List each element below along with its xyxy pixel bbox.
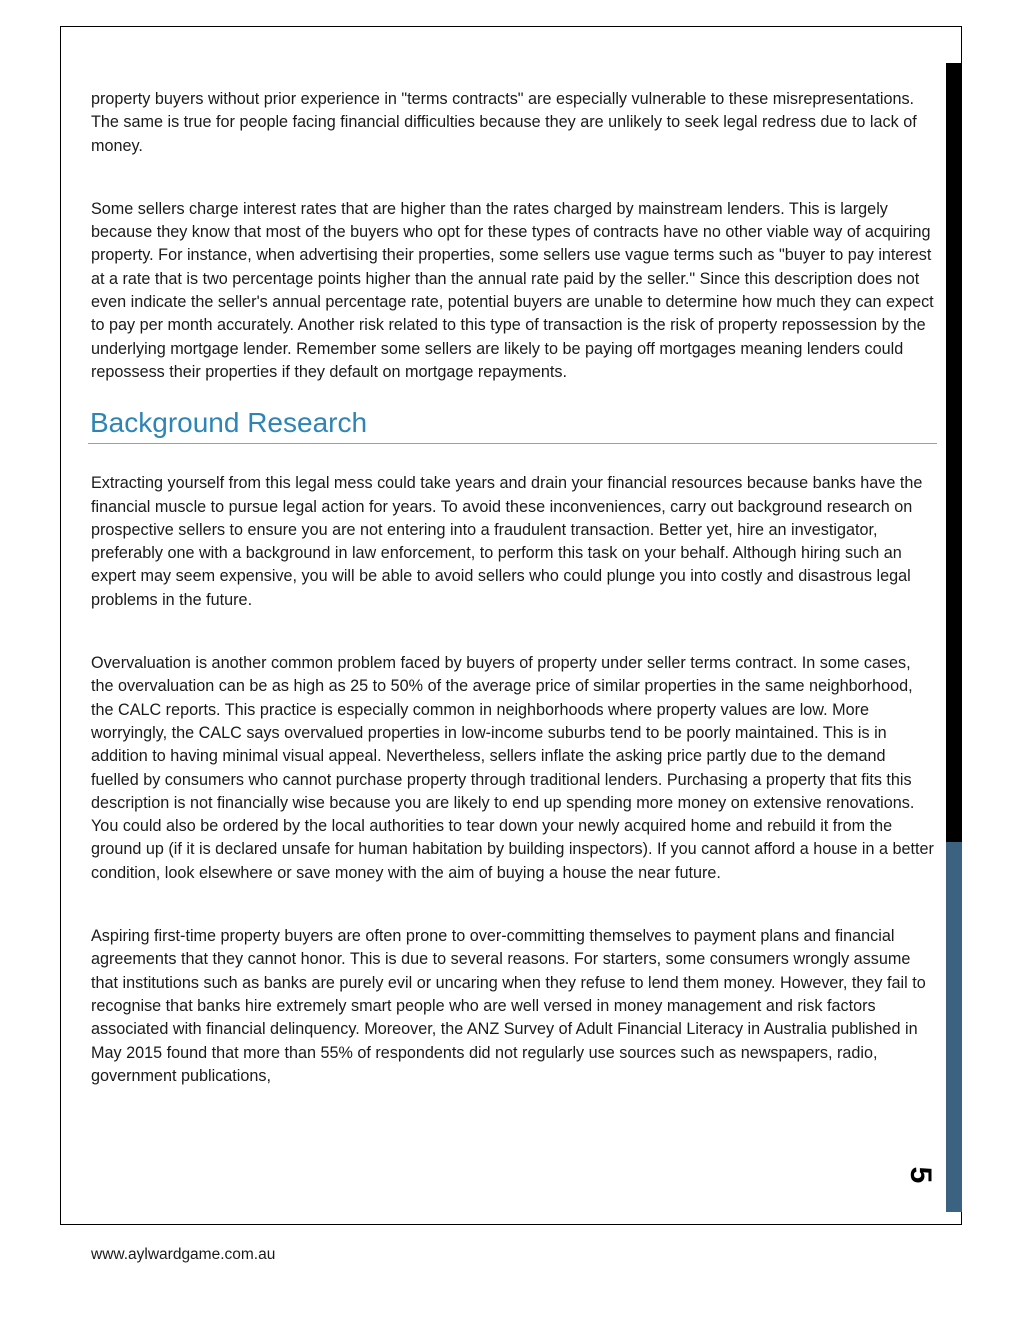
side-bar-accent-segment — [946, 842, 962, 1212]
page-content — [91, 88, 937, 1088]
body-paragraph: Some sellers charge interest rates that are higher than the rates charged by mainstream lenders. This is largely because they know that most of the buyers who opt for these types of contracts have no other viable way of acquiring property. For instance, when advertising their properties, some sellers use vague terms such as "buyer to pay interest at a rate that is two percentage points higher than the annual rate paid by the seller." Since this description does not even indicate the seller's annual percentage rate, potential buyers are unable to determine how much they can expect to pay per month accurately. Another risk related to this type of transaction is the risk of property repossession by the underlying mortgage lender. Remember some sellers are likely to be paying off mortgages meaning lenders could repossess their properties if they default on mortgage repayments. — [91, 199, 934, 381]
section-heading-block — [88, 406, 937, 444]
body-paragraph: Extracting yourself from this legal mess could take years and drain your financial resources because banks have the financial muscle to pursue legal action for years. To avoid these inconveniences, carry out background research on prospective sellers to ensure you are not entering into a fraudulent transaction. Better yet, hire an investigator, preferably one with a background in law enforcement, to perform this task on your behalf. Although hiring such an expert may seem expensive, you will be able to avoid sellers who could plunge you into costly and disastrous legal problems in the future. — [91, 474, 923, 609]
body-paragraph: Aspiring first-time property buyers are often prone to over-committing themselves to payment plans and financial agreements that they cannot honor. This is due to several reasons. For starters, some consumers wrongly assume that institutions such as banks are purely evil or uncaring when they refuse to lend them money. However, they fail to recognise that banks hire extremely smart people who are well versed in money management and risk factors associated with financial delinquency. Moreover, the ANZ Survey of Adult Financial Literacy in Australia published in May 2015 found that more than 55% of respondents did not regularly use sources such as newspapers, radio, government publications, — [91, 927, 926, 1085]
section-heading: Background Research — [90, 407, 368, 439]
body-paragraph: property buyers without prior experience in "terms contracts" are especially vulnerable to these misrepresentations. The same is true for people facing financial difficulties because they are unlikely to seek legal redress due to lack of money. — [91, 90, 917, 155]
page-number: 5 — [904, 1166, 937, 1184]
body-paragraph: Overvaluation is another common problem faced by buyers of property under seller terms contract. In some cases, the overvaluation can be as high as 25 to 50% of the average price of similar properties in the same neighborhood, the CALC reports. This practice is especially common in neighborhoods where property values are low. More worryingly, the CALC says overvalued properties in low-income suburbs tend to be poorly maintained. This is in addition to having minimal visual appeal. Nevertheless, sellers inflate the asking price partly due to the demand fuelled by consumers who cannot purchase property through traditional lenders. Purchasing a property that fits this description is not financially wise because you are likely to end up spending more money on extensive renovations. You could also be ordered by the local authorities to tear down your newly acquired home and rebuild it from the ground up (if it is declared unsafe for human habitation by building inspectors). If you cannot afford a house in a better condition, look elsewhere or save money with the aim of buying a house the near future. — [91, 654, 934, 882]
footer-url: www.aylwardgame.com.au — [91, 1246, 276, 1263]
side-bar-dark-segment — [946, 63, 962, 842]
